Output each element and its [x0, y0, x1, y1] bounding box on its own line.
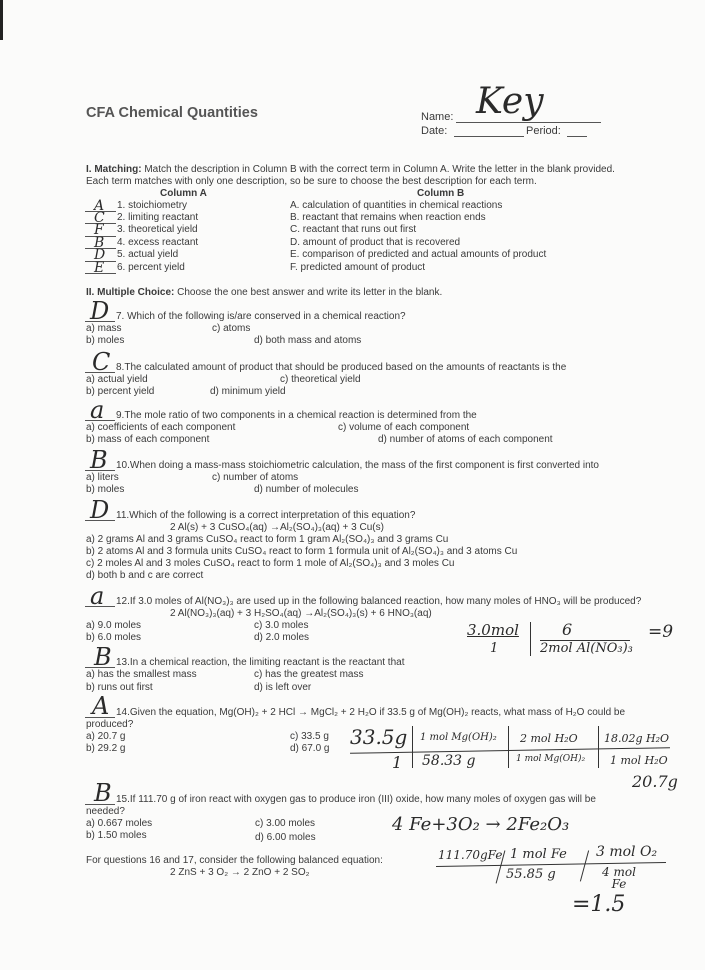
question-13: 13.In a chemical reaction, the limiting reactant is the reactant that: [116, 657, 405, 668]
questions-16-17-intro: For questions 16 and 17, consider the following balanced equation:: [86, 855, 383, 866]
name-field[interactable]: [456, 122, 601, 123]
question-11: 11.Which of the following is a correct interpretation of this equation?: [116, 510, 416, 521]
divider: [508, 726, 509, 768]
divider: [530, 622, 531, 656]
option-c: c) theoretical yield: [280, 374, 361, 385]
option-d: d) number of atoms of each component: [378, 434, 553, 445]
handwritten-answer: C: [92, 348, 111, 376]
option-b: b) 29.2 g: [86, 743, 126, 754]
column-a-header: Column A: [160, 188, 207, 199]
option-a: a) coefficients of each component: [86, 422, 236, 433]
option-b: b) 6.0 moles: [86, 632, 142, 643]
work-text: 1: [490, 641, 499, 656]
work-text: 1: [392, 753, 403, 772]
term: 5. actual yield: [117, 249, 179, 260]
handwritten-answer: a: [90, 396, 105, 424]
option-d: d) minimum yield: [210, 386, 286, 397]
handwritten-answer: B: [94, 643, 112, 671]
option-b: b) runs out first: [86, 682, 153, 693]
work-text: 2 mol H₂O: [520, 732, 578, 745]
work-text: 55.85 g: [506, 867, 556, 882]
matching-text: Match the description in Column B with the correct term in Column A. Write the letter in the blank provided.: [144, 164, 615, 175]
work-text: 6: [562, 620, 573, 639]
option-c: c) volume of each component: [338, 422, 470, 433]
term: 1. stoichiometry: [117, 200, 188, 211]
question-10: 10.When doing a mass-mass stoichiometric calculation, the mass of the first component is first converted into: [116, 460, 599, 471]
work-text: 2mol Al(NO₃)₃: [540, 641, 633, 656]
term: 2. limiting reactant: [117, 212, 199, 223]
page-title: CFA Chemical Quantities: [86, 105, 258, 121]
handwritten-answer: B: [90, 446, 108, 474]
question-12: 12.If 3.0 moles of Al(NO₃)₃ are used up in the following balanced reaction, how many moles of HNO₃ will be produced?: [116, 596, 642, 607]
mc-text: Choose the one best answer and write its letter in the blank.: [177, 287, 443, 298]
matching-heading: I. Matching:: [86, 164, 142, 175]
mc-instructions: [86, 287, 442, 299]
handwritten-answer: a: [90, 582, 105, 610]
option-c: c) 3.00 moles: [255, 818, 316, 829]
work-text: 3.0mol: [467, 621, 519, 639]
term: 4. excess reactant: [117, 237, 199, 248]
work-text: 58.33 g: [422, 753, 476, 769]
handwritten-answer: A: [94, 198, 105, 214]
option-d: d) number of molecules: [254, 484, 359, 495]
option-c: c) 3.0 moles: [254, 620, 309, 631]
option-d: d) 67.0 g: [290, 743, 330, 754]
option-c: c) 2 moles Al and 3 moles CuSO₄ react to form 1 mole of Al₂(SO₄)₃ and 3 moles Cu: [86, 558, 455, 569]
handwritten-answer: F: [94, 222, 104, 238]
option-b: b) 2 atoms Al and 3 formula units CuSO₄ react to form 1 formula unit of Al₂(SO₄)₃ and 3 atoms Cu: [86, 546, 518, 557]
description: C. reactant that runs out first: [290, 224, 417, 235]
description: A. calculation of quantities in chemical reactions: [290, 200, 503, 211]
date-field[interactable]: [454, 136, 524, 137]
option-c: c) atoms: [212, 323, 251, 334]
period-label: Period:: [526, 125, 561, 137]
option-d: d) is left over: [254, 682, 312, 693]
name-value: Key: [476, 81, 544, 122]
work-text: 18.02g H₂O: [604, 732, 670, 745]
handwritten-answer: D: [94, 247, 106, 263]
matching-instructions-2: Each term matches with only one description, so be sure to choose the best description for each term.: [86, 176, 537, 187]
question-7: 7. Which of the following is/are conserved in a chemical reaction?: [116, 311, 406, 322]
option-d: d) 6.00 moles: [255, 832, 316, 843]
question-15: 15.If 111.70 g of iron react with oxygen gas to produce iron (III) oxide, how many moles of oxygen gas will be: [116, 794, 596, 805]
question-14: 14.Given the equation, Mg(OH)₂ + 2 HCl → MgCl₂ + 2 H₂O if 33.5 g of Mg(OH)₂ reacts, what mass of H₂O could be: [116, 707, 626, 718]
mc-heading: II. Multiple Choice:: [86, 287, 175, 298]
option-d: d) both mass and atoms: [254, 335, 362, 346]
handwritten-answer: A: [92, 692, 110, 720]
handwritten-answer: B: [94, 779, 112, 807]
work-text: 4 mol Fe: [602, 865, 636, 891]
question-14-cont: produced?: [86, 719, 134, 730]
term: 6. percent yield: [117, 262, 185, 273]
option-a: a) has the smallest mass: [86, 669, 197, 680]
question-8: 8.The calculated amount of product that should be produced based on the amounts of reactants is the: [116, 362, 567, 373]
work-text: 4 Fe+3O₂ → 2Fe₂O₃: [392, 814, 570, 835]
option-a: a) mass: [86, 323, 122, 334]
work-text: 33.5g: [350, 725, 408, 749]
option-b: b) moles: [86, 335, 125, 346]
equation: 2 Al(NO₃)₃(aq) + 3 H₂SO₄(aq) →Al₂(SO₄)₃(s) + 6 HNO₃(aq): [170, 608, 432, 619]
column-b-header: Column B: [417, 188, 465, 199]
divider: [580, 850, 590, 881]
option-b: b) 1.50 moles: [86, 830, 147, 841]
option-b: b) moles: [86, 484, 125, 495]
work-result: 20.7g: [632, 772, 678, 791]
handwritten-answer: D: [90, 496, 110, 524]
work-text: 3 mol O₂: [596, 844, 658, 860]
option-c: c) number of atoms: [212, 472, 299, 483]
description: B. reactant that remains when reaction ends: [290, 212, 486, 223]
question-9: 9.The mole ratio of two components in a chemical reaction is determined from the: [116, 410, 477, 421]
option-a: a) 0.667 moles: [86, 818, 153, 829]
option-a: a) 2 grams Al and 3 grams CuSO₄ react to form 1 gram Al₂(SO₄)₃ and 3 grams Cu: [86, 534, 449, 545]
scan-edge: [0, 0, 3, 40]
option-a: a) 9.0 moles: [86, 620, 142, 631]
matching-instructions: [86, 164, 615, 176]
work-text: 1 mol Mg(OH)₂: [420, 732, 497, 743]
period-field[interactable]: [567, 136, 587, 137]
work-result: =1.5: [572, 892, 626, 917]
handwritten-answer: D: [90, 297, 110, 325]
divider: [598, 726, 599, 768]
equation: 2 Al(s) + 3 CuSO₄(aq) →Al₂(SO₄)₃(aq) + 3 Cu(s): [170, 522, 384, 533]
option-a: a) actual yield: [86, 374, 148, 385]
divider: [412, 726, 413, 768]
option-b: b) percent yield: [86, 386, 155, 397]
work-text: 111.70gFe: [438, 848, 503, 862]
option-b: b) mass of each component: [86, 434, 210, 445]
work-text: 1 mol H₂O: [610, 754, 668, 767]
option-c: c) 33.5 g: [290, 731, 329, 742]
handwritten-answer: E: [94, 260, 105, 276]
option-c: c) has the greatest mass: [254, 669, 364, 680]
work-text: 1 mol Fe: [510, 847, 567, 862]
question-15-cont: needed?: [86, 806, 125, 817]
term: 3. theoretical yield: [117, 224, 198, 235]
description: E. comparison of predicted and actual amounts of product: [290, 249, 547, 260]
option-a: a) 20.7 g: [86, 731, 126, 742]
work-text: 1 mol Mg(OH)₂: [516, 754, 586, 764]
option-a: a) liters: [86, 472, 119, 483]
description: D. amount of product that is recovered: [290, 237, 461, 248]
handwritten-answer: C: [94, 210, 105, 226]
name-label: Name:: [421, 111, 454, 123]
option-d: d) 2.0 moles: [254, 632, 310, 643]
handwritten-answer: B: [94, 235, 105, 251]
equation: 2 ZnS + 3 O₂ → 2 ZnO + 2 SO₂: [170, 867, 310, 878]
description: F. predicted amount of product: [290, 262, 426, 273]
date-label: Date:: [421, 125, 448, 137]
work-text: =9: [648, 622, 674, 642]
option-d: d) both b and c are correct: [86, 570, 204, 581]
